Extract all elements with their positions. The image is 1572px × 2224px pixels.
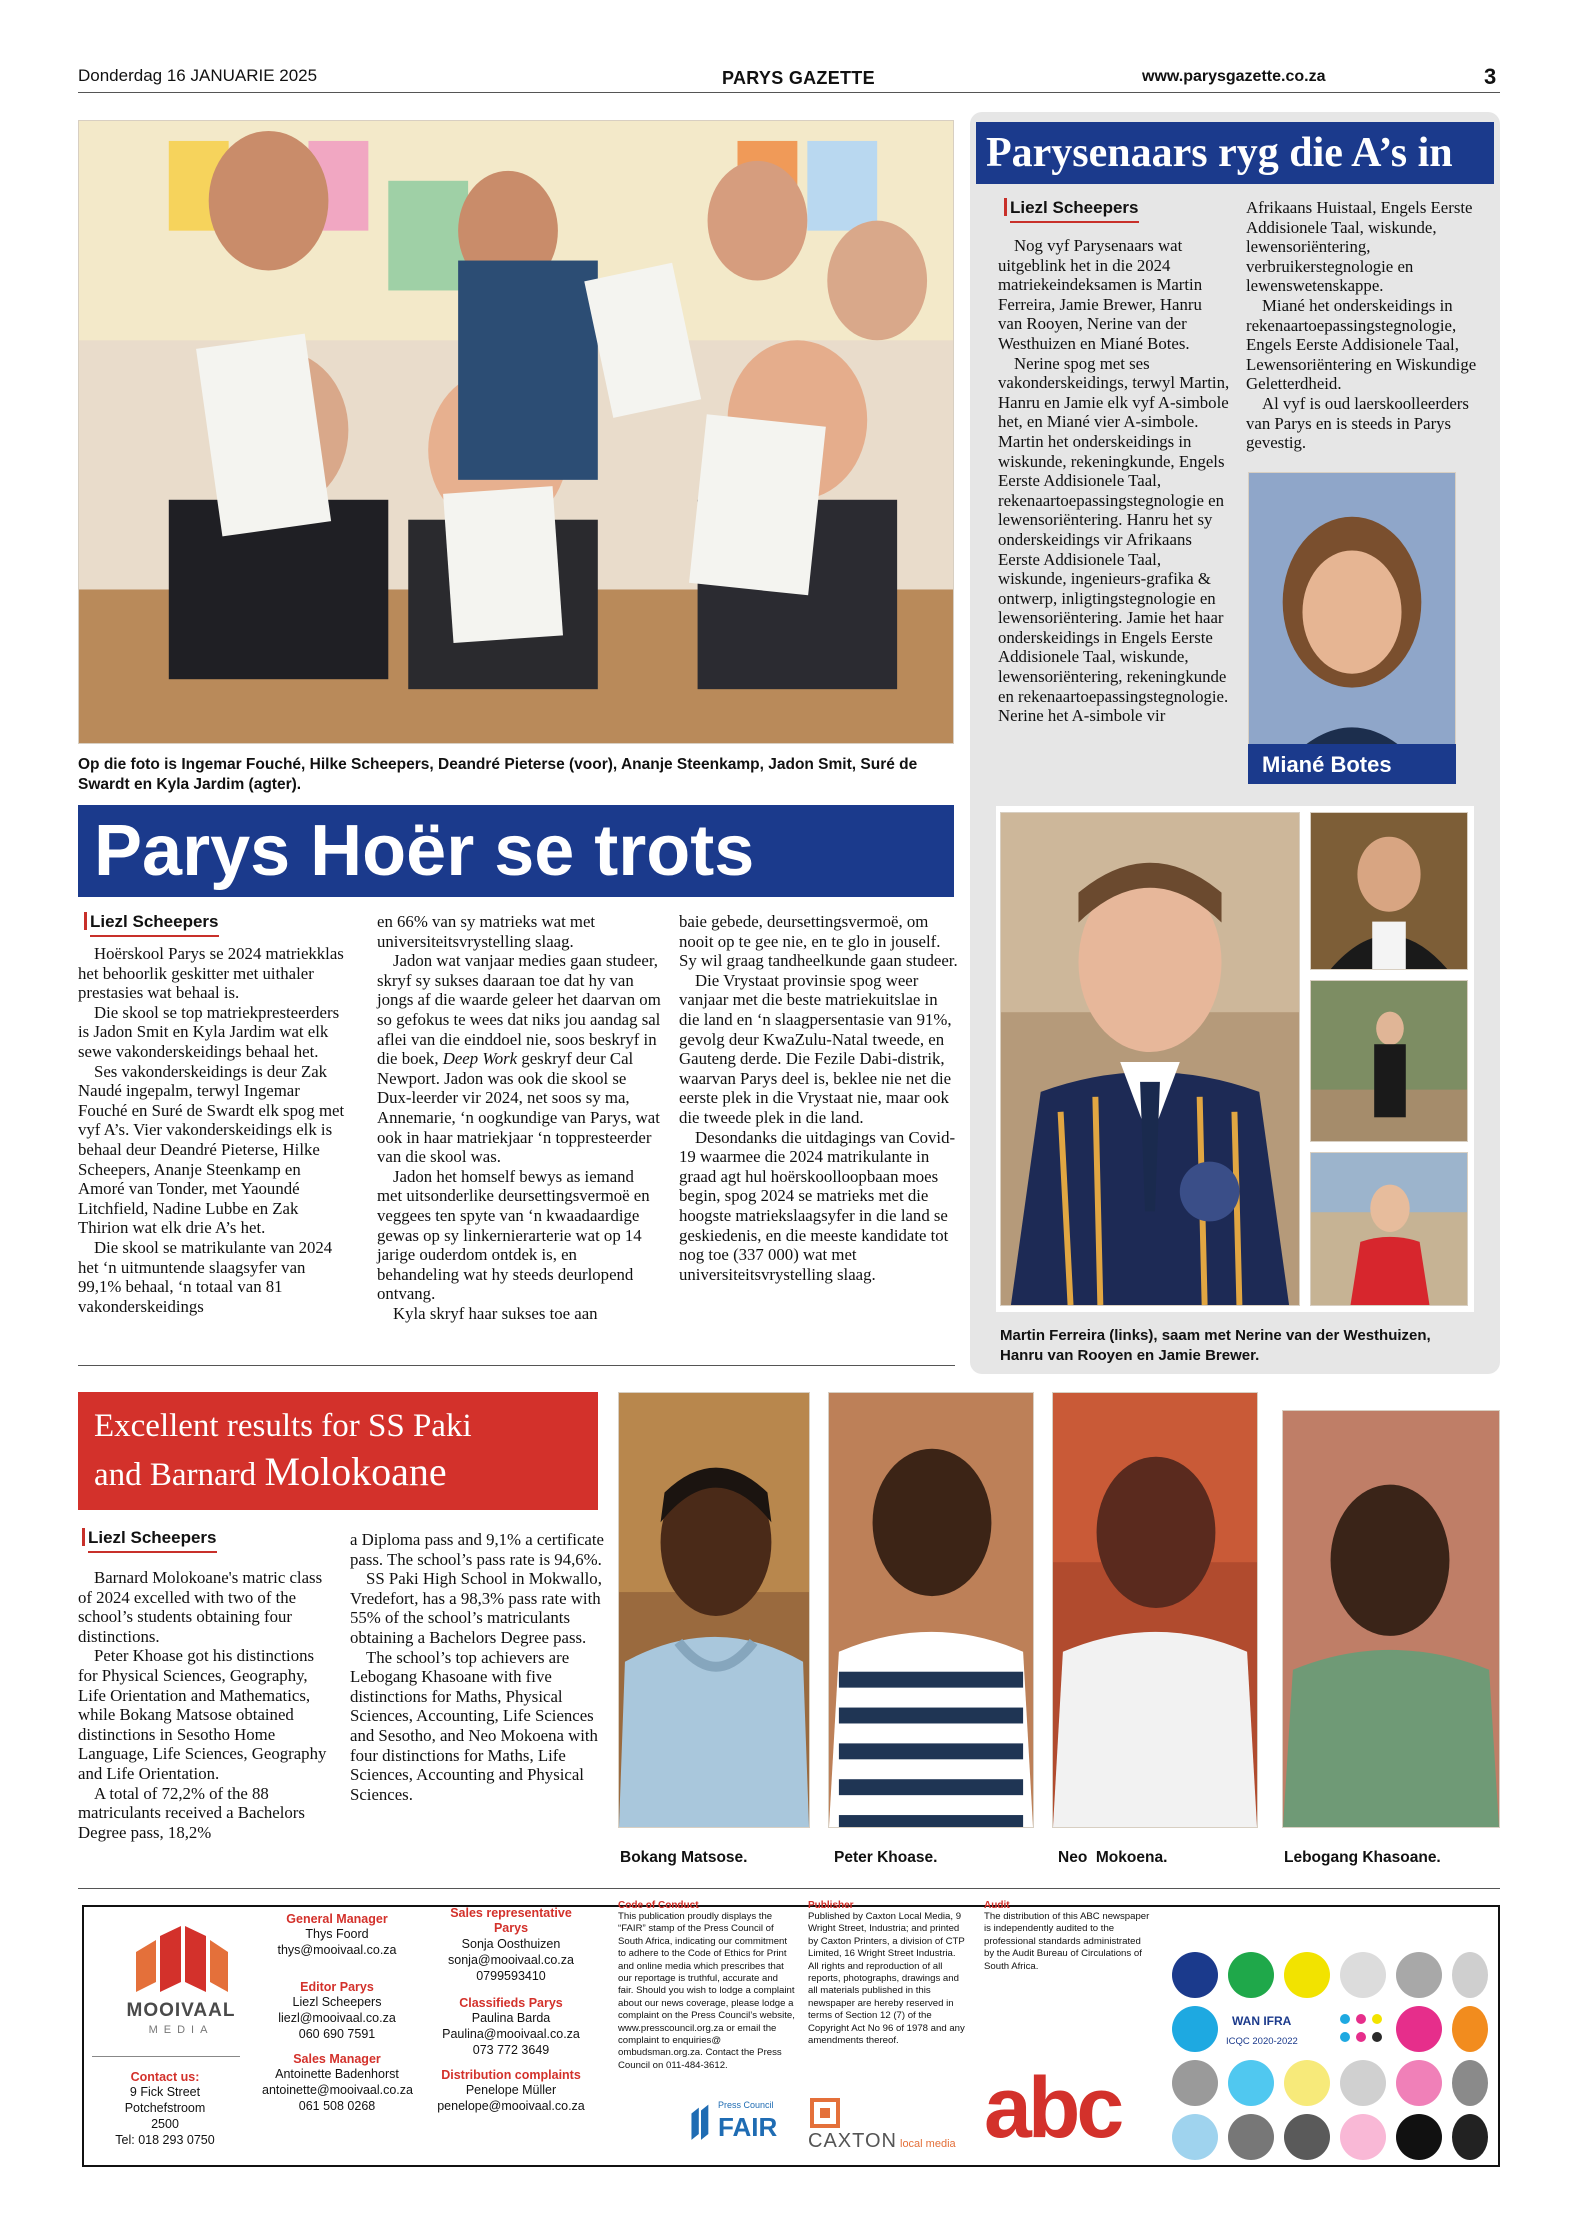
- classifieds-email[interactable]: Paulina@mooivaal.co.za: [442, 2027, 580, 2041]
- main-byline: Liezl Scheepers: [90, 912, 219, 937]
- rep-heading: Sales representative Parys: [450, 1906, 572, 1935]
- caxton-logo: [808, 2098, 978, 2158]
- wan-ifra-label: WAN IFRA: [1232, 2014, 1292, 2028]
- byline-marker: [1004, 198, 1007, 216]
- colour-swatch: [1356, 2032, 1366, 2042]
- paragraph: Hoërskool Parys se 2024 matriekklas het behoorlik geskitter met uithaler prestasies wat behaal is.: [78, 944, 344, 1003]
- main-column-3: [679, 912, 961, 1284]
- byline-marker: [84, 912, 87, 930]
- press-council-fair-logo: [690, 2094, 790, 2154]
- sidebar-column-1: [998, 236, 1230, 726]
- colour-swatch: [1356, 2014, 1366, 2024]
- sales-email[interactable]: antoinette@mooivaal.co.za: [262, 2083, 413, 2097]
- sidebar-column-2: [1246, 198, 1482, 453]
- code-of-conduct: [618, 1900, 796, 2072]
- portrait-name: Peter Khoase.: [834, 1849, 938, 1866]
- colour-swatch: [1452, 2114, 1488, 2160]
- paragraph: Nog vyf Parysenaars wat uitgeblink het in die 2024 matriekeindeksamen is Martin Ferreira, Jamie Brewer, Hanru van Rooyen, Nerine van der Westhuizen en Miané Botes.: [998, 236, 1203, 353]
- logo-name: MOOIVAAL: [126, 2000, 236, 2021]
- abc-logo: abc: [984, 2060, 1121, 2156]
- contact-block: [90, 2070, 240, 2148]
- gm-heading: General Manager: [286, 1912, 388, 1926]
- audit-heading: Audit: [984, 1900, 1010, 1911]
- portrait-label-box: [1248, 744, 1456, 784]
- editor-phone: 060 690 7591: [298, 2027, 376, 2041]
- paper-url[interactable]: www.parysgazette.co.za: [1142, 68, 1326, 85]
- paragraph: A total of 72,2% of the 88 matriculants received a Bachelors Degree pass, 18,2%: [78, 1783, 305, 1842]
- distribution-name: Penelope Müller: [465, 2083, 557, 2097]
- paragraph: Jadon het homself bewys as iemand met uitsonderlike deursettingsvermoë en veggees ten spyte van ‘n kwaadaardige gewas op sy linkernierarterie wat op 14 jarige ouderdom ontdek is, en behandeling wat hy steeds deurlopend ontvang.: [377, 1166, 650, 1304]
- english-byline-wrap: [82, 1528, 217, 1553]
- staff-block-1: [262, 1912, 412, 2114]
- colour-swatch: [1452, 2006, 1488, 2052]
- lebogang-portrait: [1282, 1410, 1500, 1828]
- publisher-text: Published by Caxton Local Media, 9 Wright Street, Industria; and printed by Caxton Printers, a division of CTP Limited, 16 Wright Street Industria. All rights and reproduction of all reports, photographs, drawings and all materials published in this newspaper are hereby reserved in terms of Section 12 (7) of the Copyright Act No 96 of 1978 and any amendments thereof.: [808, 1911, 965, 2047]
- sales-phone: 061 508 0268: [298, 2099, 376, 2113]
- icqc-label: ICQC 2020-2022: [1226, 2036, 1298, 2047]
- gm-email[interactable]: thys@mooivaal.co.za: [277, 1943, 397, 1957]
- paragraph: Die skool se matrikulante van 2024 het ‘n uitmuntende slaagsyfer van 99,1% behaal, ‘n totaal van 81 vakonderskeidings: [78, 1237, 333, 1316]
- bokang-portrait: [618, 1392, 810, 1828]
- classifieds-phone: 073 772 3649: [472, 2043, 550, 2057]
- colour-swatch: [1284, 1952, 1330, 1998]
- spacer: [262, 2042, 412, 2052]
- classifieds-heading: Classifieds Parys: [459, 1996, 563, 2010]
- nerine-photo: [1310, 812, 1468, 970]
- caxton-sub: local media: [900, 2138, 956, 2150]
- paragraph: Peter Khoase got his distinctions for Physical Sciences, Geography, Life Orientation and Mathematics, while Bokang Matsose obtained distinctions in Sesotho Home Language, Life Sciences, Geography and Life Orientation.: [78, 1646, 327, 1783]
- contact-phone: Tel: 018 293 0750: [115, 2133, 215, 2147]
- code-text: This publication proudly displays the “FAIR” stamp of the Press Council of South Africa, indicating our commitment to adhere to the Code of Ethics for Print and online media which prescribes that our reportage is truthful, accurate and fair. Should you wish to lodge a complaint about our news coverage, please lodge a complaint on the Press Council’s website, www.presscouncil.org.za or email the complaint to enquiries@ ombudsman.org.za. Contact the Press Council on 011-484-3612.: [618, 1911, 795, 2071]
- portrait-name: Bokang Matsose.: [620, 1849, 748, 1866]
- contact-heading: Contact us:: [130, 2070, 200, 2084]
- colour-swatch: [1228, 2060, 1274, 2106]
- publisher-block: [808, 1900, 968, 2047]
- colour-swatch: [1396, 2006, 1442, 2052]
- group-photo-caption: Op die foto is Ingemar Fouché, Hilke Scheepers, Deandré Pieterse (voor), Ananje Steenkamp, Jadon Smit, Suré de Swardt en Kyla Jardim (agter).: [78, 756, 918, 793]
- paragraph: Die skool se top matriekpresteerders is Jadon Smit en Kyla Jardim wat elk sewe vakonderskeidings behaal het.: [78, 1002, 340, 1061]
- english-byline: Liezl Scheepers: [88, 1528, 217, 1553]
- group-photo: [78, 120, 954, 744]
- book-title: Deep Work: [442, 1049, 518, 1069]
- classifieds-name: Paulina Barda: [471, 2011, 551, 2025]
- sidebar-headline: Parysenaars ryg die A’s in: [986, 130, 1453, 176]
- paragraph-continued: baie gebede, deursettingsvermoë, om nooit op te gee nie, en te glo in jouself. Sy wil graag tandheelkunde gaan studeer.: [679, 912, 958, 971]
- colour-swatch: [1172, 2006, 1218, 2052]
- paragraph: The school’s top achievers are Lebogang Khasoane with five distinctions for Maths, Physical Sciences, Accounting, Life Sciences and Sesotho, and Neo Mokoena with four distinctions for Maths, Life Sciences, Accounting and Physical Sciences.: [350, 1647, 598, 1804]
- paragraph: Al vyf is oud laerskoolleerders van Parys en is steeds in Parys gevestig.: [1246, 393, 1469, 453]
- colour-swatch: [1452, 2060, 1488, 2106]
- paragraph: Miané het onderskeidings in rekenaartoepassingstegnologie, Engels Eerste Addisionele Taal, Lewensoriëntering en Wiskundige Geletterdheid.: [1246, 295, 1477, 394]
- editor-heading: Editor Parys: [300, 1980, 374, 1994]
- fair-text: FAIR: [718, 2112, 778, 2142]
- colour-swatch: [1284, 2060, 1330, 2106]
- spacer: [436, 2058, 586, 2068]
- contact-line: Potchefstroom: [124, 2101, 206, 2115]
- issue-date: Donderdag 16 JANUARIE 2025: [78, 66, 318, 85]
- logo-sub: MEDIA: [148, 2024, 214, 2036]
- colour-swatch: [1396, 2114, 1442, 2160]
- contact-rule: [92, 2056, 240, 2057]
- paragraph-text: Jadon wat vanjaar medies gaan studeer, skryf sy sukses daaraan toe dat hy van jongs af die waarde geleer het daarvan om so gefokus te wees dat niks jou aandag sal aflei van die einddoel nie, soos beskryf in die boek,: [377, 951, 661, 1069]
- colour-swatch: [1340, 2032, 1350, 2042]
- colour-swatch: [1340, 2014, 1350, 2024]
- paragraph: Nerine spog met ses vakonderskeidings, terwyl Martin, Hanru en Jamie elk vyf A-simbole het, en Miané vier A-simbole. Martin het onderskeidings in wiskunde, rekeningkunde, Engels Eerste Addisionele Taal, rekenaartoepassingstegnologie en lewensoriëntering. Hanru het sy onderskeidings vir Afrikaans Eerste Addisionele Taal, wiskunde, ingenieurs-grafika & ontwerp, inligtingstegnologie en lewensoriëntering. Jamie het haar onderskeidings in Engels Eerste Addisionele Taal, wiskunde, lewensoriëntering, rekeningkunde en rekenaartoepassingstegnologie. Nerine het A-simbole vir: [998, 353, 1230, 726]
- gm-name: Thys Foord: [305, 1927, 369, 1941]
- colour-swatch: [1396, 2060, 1442, 2106]
- main-column-2: [377, 912, 661, 1323]
- english-column-1: [78, 1568, 334, 1842]
- paper-name: PARYS GAZETTE: [722, 68, 875, 88]
- english-column-2: [350, 1530, 612, 1804]
- colour-swatch: [1340, 2114, 1386, 2160]
- staff-block-2: [436, 1906, 586, 2114]
- page-number: 3: [1484, 64, 1497, 89]
- sidebar-photo-caption: Martin Ferreira (links), saam met Nerine van der Westhuizen, Hanru van Rooyen en Jamie Brewer.: [1000, 1327, 1431, 1364]
- rep-email[interactable]: sonja@mooivaal.co.za: [448, 1953, 574, 1967]
- miane-portrait: [1248, 472, 1456, 784]
- audit-text: The distribution of this ABC newspaper is independently audited to the professional standards administrated by the Audit Bureau of Circulations of South Africa.: [984, 1911, 1150, 1972]
- rep-phone: 0799593410: [476, 1969, 546, 1983]
- portrait-name: Lebogang Khasoane.: [1284, 1849, 1441, 1866]
- spacer: [262, 1958, 412, 1980]
- section-rule: [78, 1365, 955, 1366]
- contact-line: 2500: [151, 2117, 179, 2131]
- footer-rule: [78, 1888, 1500, 1889]
- header-rule: [78, 92, 1500, 93]
- colour-swatch: [1452, 1952, 1488, 1998]
- english-headline-line2-a: and Barnard: [94, 1457, 265, 1493]
- sidebar-headline-banner: [976, 122, 1494, 184]
- hanru-photo: [1310, 980, 1468, 1142]
- colour-swatch: [1372, 2014, 1382, 2024]
- sales-heading: Sales Manager: [293, 2052, 381, 2066]
- portrait-label: Miané Botes: [1262, 752, 1392, 777]
- fair-icon: [690, 2098, 712, 2148]
- english-headline-line1: Excellent results for SS Paki: [94, 1408, 472, 1444]
- main-byline-wrap: [84, 912, 219, 937]
- colour-swatch: [1340, 1952, 1386, 1998]
- martin-photo: [1000, 812, 1300, 1306]
- colour-bar: [1160, 1906, 1496, 2164]
- english-headline-line2-b: Molokoane: [264, 1449, 447, 1494]
- peter-portrait: [828, 1392, 1034, 1828]
- contact-line: 9 Fick Street: [129, 2085, 201, 2099]
- paragraph-continued: a Diploma pass and 9,1% a certificate pass. The school’s pass rate is 94,6%.: [350, 1530, 604, 1569]
- code-heading: Code of Conduct: [618, 1900, 699, 1911]
- colour-swatch: [1372, 2032, 1382, 2042]
- paragraph: Kyla skryf haar sukses toe aan: [393, 1303, 598, 1323]
- sidebar-byline-wrap: [1004, 198, 1139, 223]
- english-headline-banner: [78, 1392, 598, 1510]
- editor-name: Liezl Scheepers: [292, 1995, 382, 2009]
- paragraph: Die Vrystaat provinsie spog weer vanjaar met die beste matriekuitslae in die land en ‘n slaagpersentasie van 91%, gevolg deur KwaZulu-Natal tweede, en Gauteng derde. Die Fezile Dabi-distrik, waarvan Parys deel is, beklee nie net die eerste plek in die Vrystaat nie, maar ook die tweede plek in die land.: [679, 970, 952, 1127]
- audit-block: [984, 1900, 1150, 1973]
- colour-swatch: [1228, 2114, 1274, 2160]
- spacer: [436, 1984, 586, 1996]
- colour-swatch: [1396, 1952, 1442, 1998]
- portrait-name: Neo Mokoena.: [1058, 1849, 1168, 1866]
- caxton-icon: [810, 2098, 840, 2128]
- main-headline: Parys Hoër se trots: [94, 811, 755, 891]
- sales-name: Antoinette Badenhorst: [275, 2067, 399, 2081]
- main-headline-banner: [78, 805, 954, 897]
- colour-swatch: [1172, 1952, 1218, 1998]
- colour-swatch: [1340, 2060, 1386, 2106]
- jamie-photo: [1310, 1152, 1468, 1306]
- colour-swatch: [1284, 2114, 1330, 2160]
- paragraph-text: geskryf deur Cal Newport. Jadon was ook die skool se Dux-leerder vir 2024, net soos sy ma, Annemarie, ‘n oogkundige van Parys, wat ook in haar matriekjaar ‘n toppresteerder van die skool was.: [377, 1049, 660, 1167]
- editor-email[interactable]: liezl@mooivaal.co.za: [278, 2011, 396, 2025]
- caxton-text: CAXTON: [808, 2130, 897, 2152]
- paragraph: Barnard Molokoane's matric class of 2024 excelled with two of the school’s students obtaining four distinctions.: [78, 1568, 323, 1646]
- sidebar-byline: Liezl Scheepers: [1010, 198, 1139, 223]
- paragraph-continued: en 66% van sy matrieks wat met universiteitsvrystelling slaag.: [377, 912, 596, 951]
- paragraph: [377, 951, 661, 1167]
- fair-top: Press Council: [718, 2100, 774, 2110]
- colour-swatch: [1172, 2114, 1218, 2160]
- byline-marker: [82, 1528, 85, 1546]
- distribution-heading: Distribution complaints: [441, 2068, 581, 2082]
- main-column-1: [78, 944, 350, 1316]
- rep-name: Sonja Oosthuizen: [461, 1937, 561, 1951]
- neo-portrait: [1052, 1392, 1258, 1828]
- publisher-heading: Publisher: [808, 1900, 854, 1911]
- paragraph: Desondanks die uitdagings van Covid-19 waarmee die 2024 matrikulante in graad agt hul hoërskoolloopbaan moes begin, spog 2024 se matrieks met die hoogste matriekslaagsyfer in die land se geskiedenis, en die meeste kandidate tot nog toe (337 000) wat met universiteitsvrystelling slaag.: [679, 1127, 956, 1284]
- colour-swatch: [1228, 1952, 1274, 1998]
- colour-swatch: [1172, 2060, 1218, 2106]
- paragraph: Ses vakonderskeidings is deur Zak Naudé ingepalm, terwyl Ingemar Fouché en Suré de Swardt elk spog met vyf A’s. Vier vakonderskeidings elk is behaal deur Deandré Pieterse, Hilke Scheepers, Ananje Steenkamp en Amoré van Tonder, met Yaoundé Litchfield, Nadine Lubbe en Zak Thirion wat elk drie A’s het.: [78, 1061, 345, 1238]
- paragraph-continued: Afrikaans Huistaal, Engels Eerste Addisionele Taal, wiskunde, lewensoriëntering, verbruikerstegnologie en lewenswetenskappe.: [1246, 198, 1473, 296]
- english-headline-line2: [94, 1450, 447, 1497]
- paragraph: SS Paki High School in Mokwallo, Vredefort, has a 98,3% pass rate with 55% of the school’s matriculants obtaining a Bachelors Degree pass.: [350, 1569, 602, 1647]
- distribution-email[interactable]: penelope@mooivaal.co.za: [437, 2099, 585, 2113]
